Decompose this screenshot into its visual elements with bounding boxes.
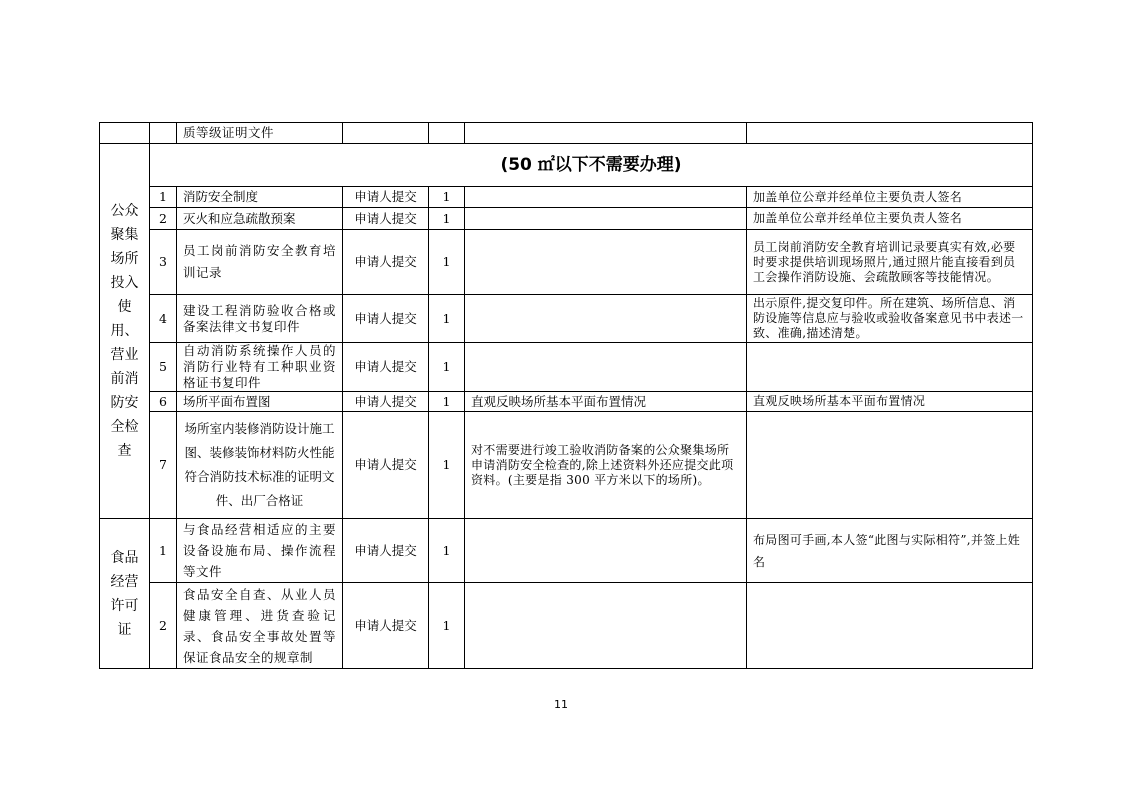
row-number: 1 <box>150 187 177 208</box>
material-quantity: 1 <box>429 412 465 519</box>
material-requirement: 直观反映场所基本平面布置情况 <box>465 392 747 412</box>
table-row <box>100 392 1033 412</box>
material-name: 消防安全制度 <box>177 187 343 208</box>
material-requirement <box>465 295 747 343</box>
row-number: 3 <box>150 230 177 295</box>
material-source: 申请人提交 <box>343 343 429 392</box>
material-requirement <box>465 230 747 295</box>
section-banner: (50 ㎡以下不需要办理) <box>150 144 1033 187</box>
material-name: 场所室内装修消防设计施工图、装修装饰材料防火性能符合消防技术标准的证明文件、出厂合格证 <box>177 412 343 519</box>
material-quantity: 1 <box>429 208 465 230</box>
page-number: 11 <box>554 698 568 711</box>
material-quantity: 1 <box>429 583 465 669</box>
material-quantity: 1 <box>429 230 465 295</box>
material-name: 员工岗前消防安全教育培训记录 <box>177 230 343 295</box>
row-number: 7 <box>150 412 177 519</box>
material-quantity: 1 <box>429 392 465 412</box>
material-name: 与食品经营相适应的主要设备设施布局、操作流程等文件 <box>177 519 343 583</box>
material-source: 申请人提交 <box>343 412 429 519</box>
material-requirement <box>465 583 747 669</box>
material-source: 申请人提交 <box>343 583 429 669</box>
table-row <box>100 412 1033 519</box>
material-requirement <box>465 519 747 583</box>
table-cell <box>343 123 429 144</box>
material-requirement <box>465 208 747 230</box>
material-quantity: 1 <box>429 187 465 208</box>
row-number: 2 <box>150 208 177 230</box>
material-source: 申请人提交 <box>343 519 429 583</box>
material-name: 场所平面布置图 <box>177 392 343 412</box>
material-name: 食品安全自查、从业人员健康管理、进货查验记录、食品安全事故处置等保证食品安全的规章制 <box>177 583 343 669</box>
table-row <box>100 583 1033 669</box>
table-row <box>100 208 1033 230</box>
row-number: 2 <box>150 583 177 669</box>
table-cell <box>150 123 177 144</box>
table-row <box>100 187 1033 208</box>
table-row <box>100 144 1033 187</box>
material-note <box>747 343 1033 392</box>
table-row <box>100 123 1033 144</box>
material-note: 直观反映场所基本平面布置情况 <box>747 392 1033 412</box>
material-note: 加盖单位公章并经单位主要负责人签名 <box>747 208 1033 230</box>
material-name: 建设工程消防验收合格或备案法律文书复印件 <box>177 295 343 343</box>
material-source: 申请人提交 <box>343 295 429 343</box>
table-cell <box>429 123 465 144</box>
row-number: 5 <box>150 343 177 392</box>
material-requirement <box>465 343 747 392</box>
table-cell <box>747 123 1033 144</box>
material-name: 灭火和应急疏散预案 <box>177 208 343 230</box>
table-row <box>100 230 1033 295</box>
material-quantity: 1 <box>429 519 465 583</box>
material-source: 申请人提交 <box>343 230 429 295</box>
material-note: 出示原件,提交复印件。所在建筑、场所信息、消防设施等信息应与验收或验收备案意见书中表述一致、准确,描述清楚。 <box>747 295 1033 343</box>
material-source: 申请人提交 <box>343 187 429 208</box>
material-name: 质等级证明文件 <box>177 123 343 144</box>
material-note <box>747 412 1033 519</box>
table-cell <box>465 123 747 144</box>
material-quantity: 1 <box>429 343 465 392</box>
category-cell: 食品经营许可证 <box>100 519 150 669</box>
material-note: 员工岗前消防安全教育培训记录要真实有效,必要时要求提供培训现场照片,通过照片能直接看到员工会操作消防设施、会疏散顾客等技能情况。 <box>747 230 1033 295</box>
material-source: 申请人提交 <box>343 392 429 412</box>
category-cell: 公众聚集场所投入使用、营业前消防安全检查 <box>100 144 150 519</box>
table-cell <box>100 123 150 144</box>
table-row <box>100 295 1033 343</box>
row-number: 4 <box>150 295 177 343</box>
row-number: 1 <box>150 519 177 583</box>
table-row <box>100 343 1033 392</box>
table-row <box>100 519 1033 583</box>
row-number: 6 <box>150 392 177 412</box>
material-note: 布局图可手画,本人签“此图与实际相符”,并签上姓名 <box>747 519 1033 583</box>
material-note: 加盖单位公章并经单位主要负责人签名 <box>747 187 1033 208</box>
material-quantity: 1 <box>429 295 465 343</box>
material-requirement: 对不需要进行竣工验收消防备案的公众聚集场所申请消防安全检查的,除上述资料外还应提交此项资料。(主要是指 300 平方米以下的场所)。 <box>465 412 747 519</box>
materials-table <box>99 122 1033 669</box>
material-requirement <box>465 187 747 208</box>
material-name: 自动消防系统操作人员的消防行业特有工种职业资格证书复印件 <box>177 343 343 392</box>
material-note <box>747 583 1033 669</box>
material-source: 申请人提交 <box>343 208 429 230</box>
